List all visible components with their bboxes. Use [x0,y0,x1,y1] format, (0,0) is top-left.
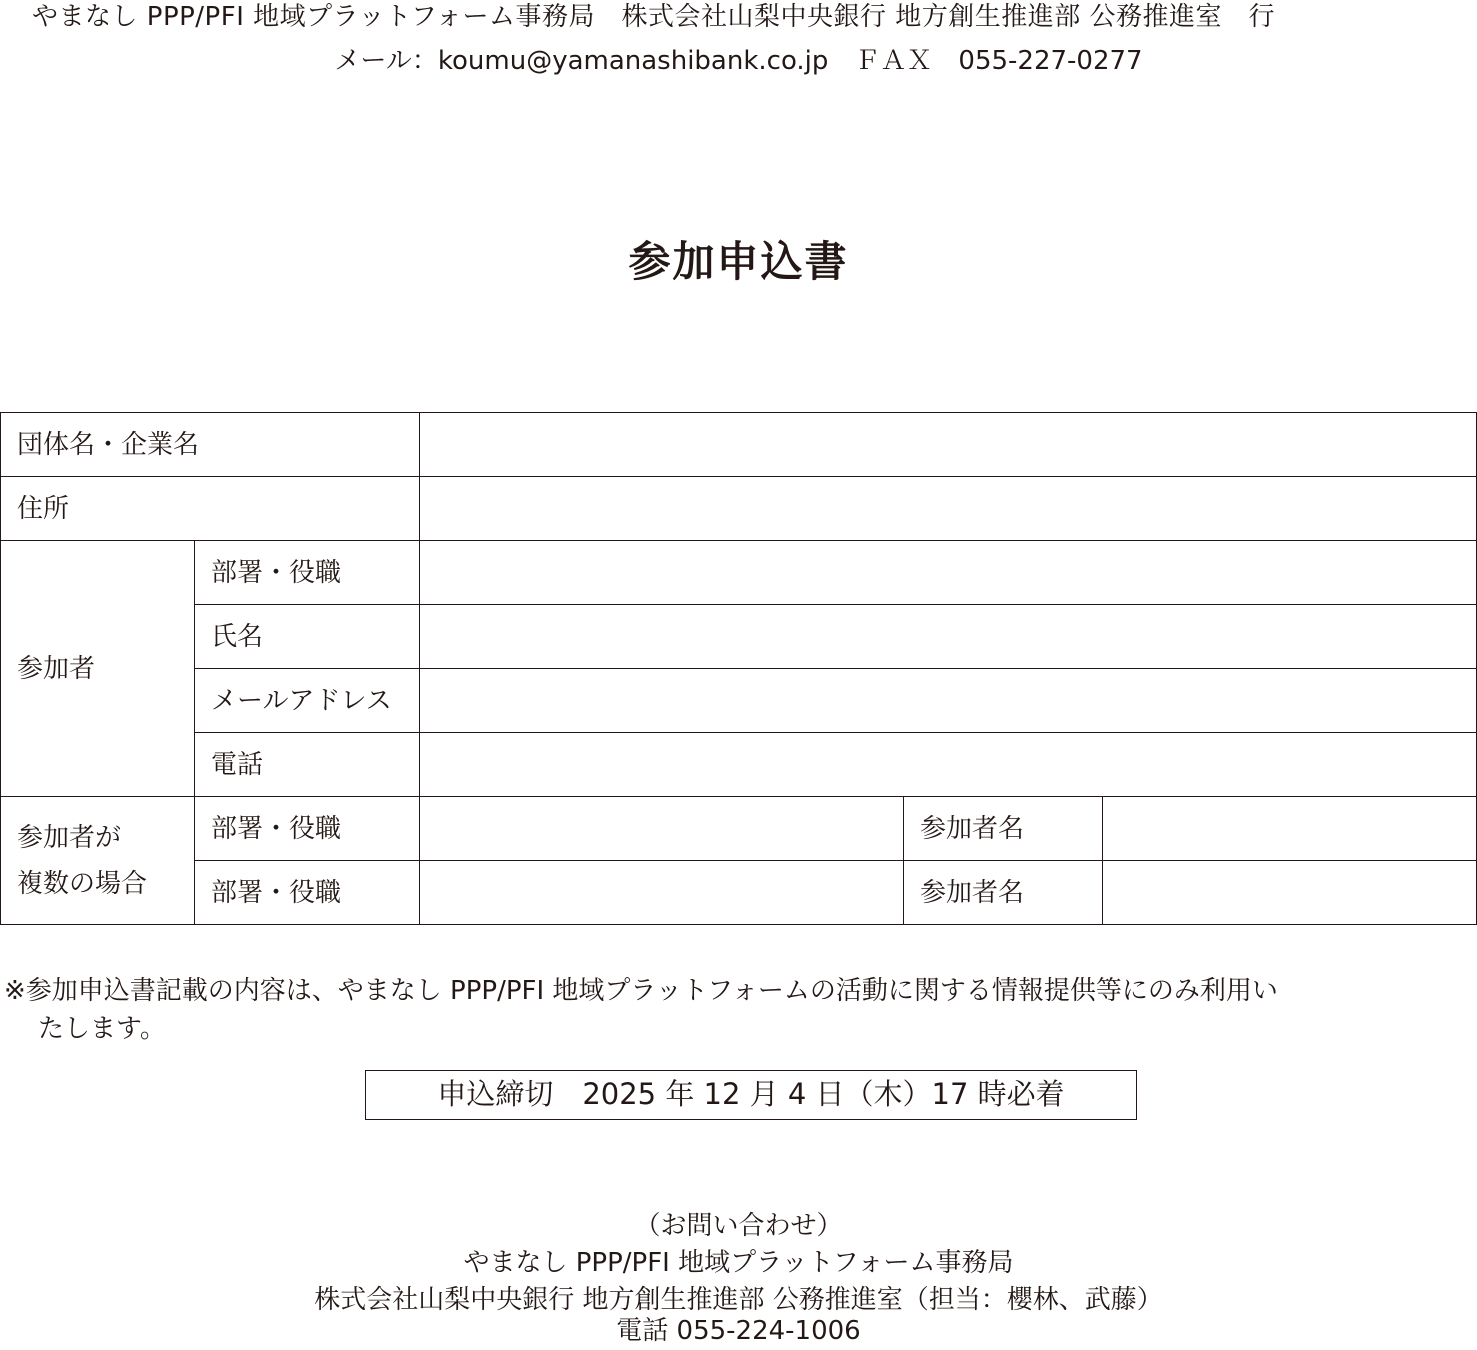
application-form-table [0,412,1477,925]
multiple-row-1 [1,797,1477,861]
multiple-name-label-1: 参加者名 [904,797,1103,861]
multiple-name-label-2: 参加者名 [904,861,1103,925]
multiple-label-line1: 参加者が [17,822,122,853]
contact-bank: 株式会社山梨中央銀行 地方創生推進部 公務推進室（担当：櫻林、武藤） [314,1285,1163,1315]
usage-note-line1: ※参加申込書記載の内容は、やまなし PPP/PFI 地域プラットフォームの活動に関する情報提供等にのみ利用い [4,976,1278,1006]
participant-phone-row [1,733,1477,797]
multiple-dept-label-1: 部署・役職 [195,797,420,861]
participant-name-input-cell[interactable] [420,605,1477,669]
participant-label: 参加者 [1,541,195,797]
participant-dept-row [1,541,1477,605]
usage-note [4,972,1474,1048]
contact-line: メール：koumu@yamanashibank.co.jp ＦＡＸ 055-227-0277 [334,46,1143,76]
multiple-dept-input-cell-1[interactable] [420,797,904,861]
participant-email-row [1,669,1477,733]
multiple-participants-label [1,797,195,925]
page-title: 参加申込書 [628,237,849,286]
address-row [1,477,1477,541]
address-input-cell[interactable] [420,477,1477,541]
multiple-name-input-cell-2[interactable] [1103,861,1477,925]
multiple-row-2 [1,861,1477,925]
participant-name-label: 氏名 [195,605,420,669]
org-label: 団体名・企業名 [1,413,420,477]
org-input-cell[interactable] [420,413,1477,477]
multiple-label-line2: 複数の場合 [17,868,148,899]
org-row [1,413,1477,477]
participant-phone-label: 電話 [195,733,420,797]
deadline-box: 申込締切 2025 年 12 月 4 日（木）17 時必着 [365,1070,1137,1120]
multiple-dept-label-2: 部署・役職 [195,861,420,925]
participant-dept-input-cell[interactable] [420,541,1477,605]
contact-org: やまなし PPP/PFI 地域プラットフォーム事務局 [463,1248,1014,1278]
recipient-line: やまなし PPP/PFI 地域プラットフォーム事務局 株式会社山梨中央銀行 地方創生推進部 公務推進室 行 [32,2,1276,32]
participant-email-input-cell[interactable] [420,669,1477,733]
participant-phone-input-cell[interactable] [420,733,1477,797]
participant-name-row [1,605,1477,669]
address-label: 住所 [1,477,420,541]
participant-email-label: メールアドレス [195,669,420,733]
usage-note-line2: たします。 [38,1014,166,1044]
multiple-dept-input-cell-2[interactable] [420,861,904,925]
contact-heading: （お問い合わせ） [634,1211,843,1241]
participant-dept-label: 部署・役職 [195,541,420,605]
multiple-name-input-cell-1[interactable] [1103,797,1477,861]
contact-phone: 電話 055-224-1006 [616,1316,861,1346]
